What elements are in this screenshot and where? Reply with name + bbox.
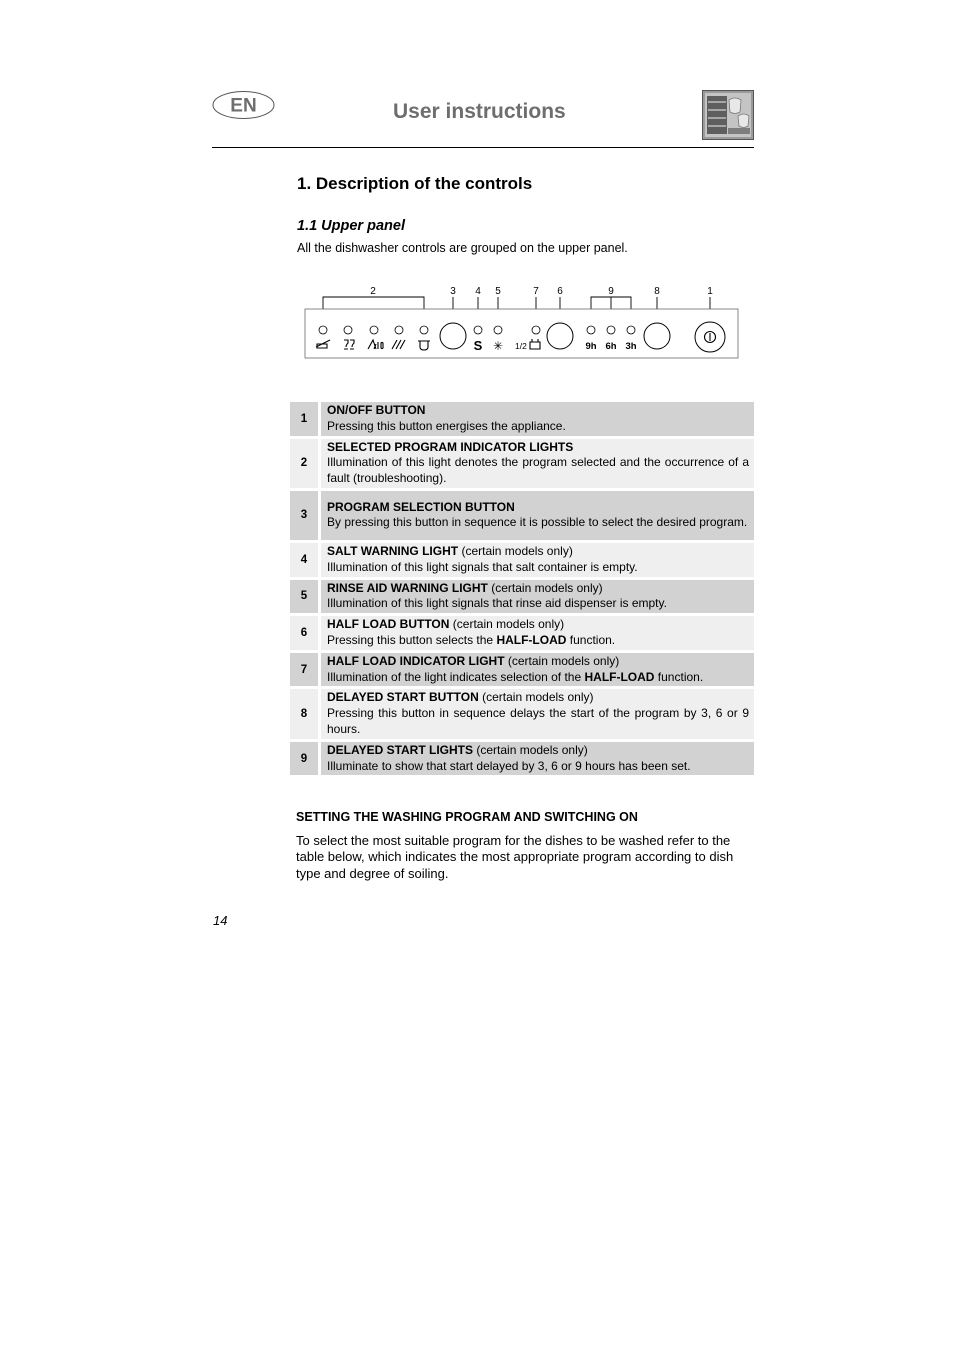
- control-tail: function.: [566, 632, 616, 647]
- callout-6: 6: [557, 286, 563, 297]
- control-row: [290, 439, 754, 488]
- control-text: By pressing this button in sequence it is possible to select the desired program.: [327, 515, 748, 530]
- control-row: [290, 689, 754, 738]
- control-emphasis: HALF-LOAD: [496, 632, 567, 647]
- control-text: Pressing this button energises the appliance.: [327, 418, 566, 433]
- language-badge-text: EN: [230, 95, 257, 117]
- control-title: SALT WARNING LIGHT: [327, 543, 459, 558]
- header-rule: [212, 147, 754, 148]
- control-note: (certain models only): [478, 690, 594, 705]
- control-note: (certain models only): [473, 742, 588, 757]
- subsection-heading: 1.1 Upper panel: [297, 218, 405, 234]
- control-text: Pressing this button selects the: [327, 632, 497, 647]
- control-number: 3: [290, 491, 321, 540]
- delay-label-3h: 3h: [625, 341, 637, 352]
- delay-light-9h: [587, 326, 595, 334]
- program-selection-button: [440, 323, 466, 349]
- program-light-2: [344, 326, 352, 334]
- control-description: [321, 689, 754, 738]
- control-title: SELECTED PROGRAM INDICATOR LIGHTS: [327, 439, 574, 454]
- control-title: HALF LOAD INDICATOR LIGHT: [327, 653, 505, 668]
- control-description: [321, 580, 754, 614]
- control-title: HALF LOAD BUTTON: [327, 617, 450, 632]
- program-light-1: [319, 326, 327, 334]
- callout-4: 4: [475, 286, 481, 297]
- control-description: [321, 491, 754, 540]
- control-description: [321, 543, 754, 577]
- control-text: Illumination of the light indicates selection of the: [327, 669, 585, 684]
- language-badge: [212, 90, 275, 120]
- control-tail: function.: [654, 669, 704, 684]
- salt-icon: S: [473, 338, 483, 353]
- control-row: [290, 543, 754, 577]
- callout-5: 5: [495, 286, 501, 297]
- half-load-light: [532, 326, 540, 334]
- control-description: [321, 742, 754, 776]
- control-text: Illumination of this light signals that salt container is empty.: [327, 559, 638, 574]
- control-note: (certain models only): [487, 580, 603, 595]
- program-section-paragraph: To select the most suitable program for the dishes to be washed refer to the table below, which indicates the most appropriate program according to dish type and degree of soiling.: [296, 833, 734, 881]
- control-text: Illumination of this light denotes the program selected and the occurrence of a fault (troubleshooting).: [327, 455, 749, 486]
- delayed-start-button: [644, 323, 670, 349]
- control-number: 6: [290, 616, 321, 650]
- page-number: 14: [213, 913, 228, 928]
- delay-label-6h: 6h: [605, 341, 617, 352]
- control-number: 1: [290, 402, 321, 436]
- control-text: Illuminate to show that start delayed by 3, 6 or 9 hours has been set.: [327, 758, 691, 773]
- control-title: ON/OFF BUTTON: [327, 403, 426, 417]
- rinse-aid-light: [494, 326, 502, 334]
- intro-text: All the dishwasher controls are grouped on the upper panel.: [297, 241, 628, 255]
- dishwasher-photo-icon: [702, 90, 754, 140]
- control-number: 2: [290, 439, 321, 488]
- control-row: [290, 491, 754, 540]
- control-description: [321, 439, 754, 488]
- control-number: 4: [290, 543, 321, 577]
- delay-light-3h: [627, 326, 635, 334]
- control-note: (certain models only): [449, 617, 565, 632]
- program-section-heading: SETTING THE WASHING PROGRAM AND SWITCHING ON: [296, 810, 638, 824]
- control-description: [321, 616, 754, 650]
- control-title: DELAYED START LIGHTS: [327, 742, 474, 757]
- control-number: 5: [290, 580, 321, 614]
- callout-3: 3: [450, 286, 456, 297]
- program-light-5: [420, 326, 428, 334]
- control-number: 8: [290, 689, 321, 738]
- upper-panel-diagram: [290, 280, 754, 370]
- control-description: [321, 653, 754, 687]
- page-title: User instructions: [393, 100, 566, 123]
- control-row: [290, 742, 754, 776]
- rinse-aid-icon: ✳: [492, 339, 504, 353]
- half-load-button: [547, 323, 573, 349]
- control-emphasis: HALF-LOAD: [584, 669, 655, 684]
- salt-warning-light: [474, 326, 482, 334]
- control-number: 9: [290, 742, 321, 776]
- callout-9: 9: [608, 286, 614, 297]
- control-title: PROGRAM SELECTION BUTTON: [327, 499, 515, 514]
- controls-table: [290, 399, 754, 778]
- delay-light-6h: [607, 326, 615, 334]
- control-note: (certain models only): [458, 543, 573, 558]
- control-description: [321, 402, 754, 436]
- callout-2: 2: [370, 286, 376, 297]
- callout-8: 8: [654, 286, 660, 297]
- control-row: [290, 580, 754, 614]
- control-text: Pressing this button in sequence delays the start of the program by 3, 6 or 9 hours.: [327, 706, 749, 736]
- control-row: [290, 402, 754, 436]
- control-note: (certain models only): [504, 653, 620, 668]
- control-number: 7: [290, 653, 321, 687]
- control-text: Illumination of this light signals that rinse aid dispenser is empty.: [327, 596, 667, 611]
- control-title: DELAYED START BUTTON: [327, 690, 479, 705]
- callout-1: 1: [707, 286, 713, 297]
- control-row: [290, 653, 754, 687]
- control-title: RINSE AID WARNING LIGHT: [327, 580, 488, 595]
- section-heading: 1. Description of the controls: [297, 174, 533, 193]
- delay-label-9h: 9h: [585, 341, 597, 352]
- program-light-3: [370, 326, 378, 334]
- program-light-4: [395, 326, 403, 334]
- control-row: [290, 616, 754, 650]
- callout-7: 7: [533, 286, 539, 297]
- half-load-label: 1/2: [515, 341, 527, 351]
